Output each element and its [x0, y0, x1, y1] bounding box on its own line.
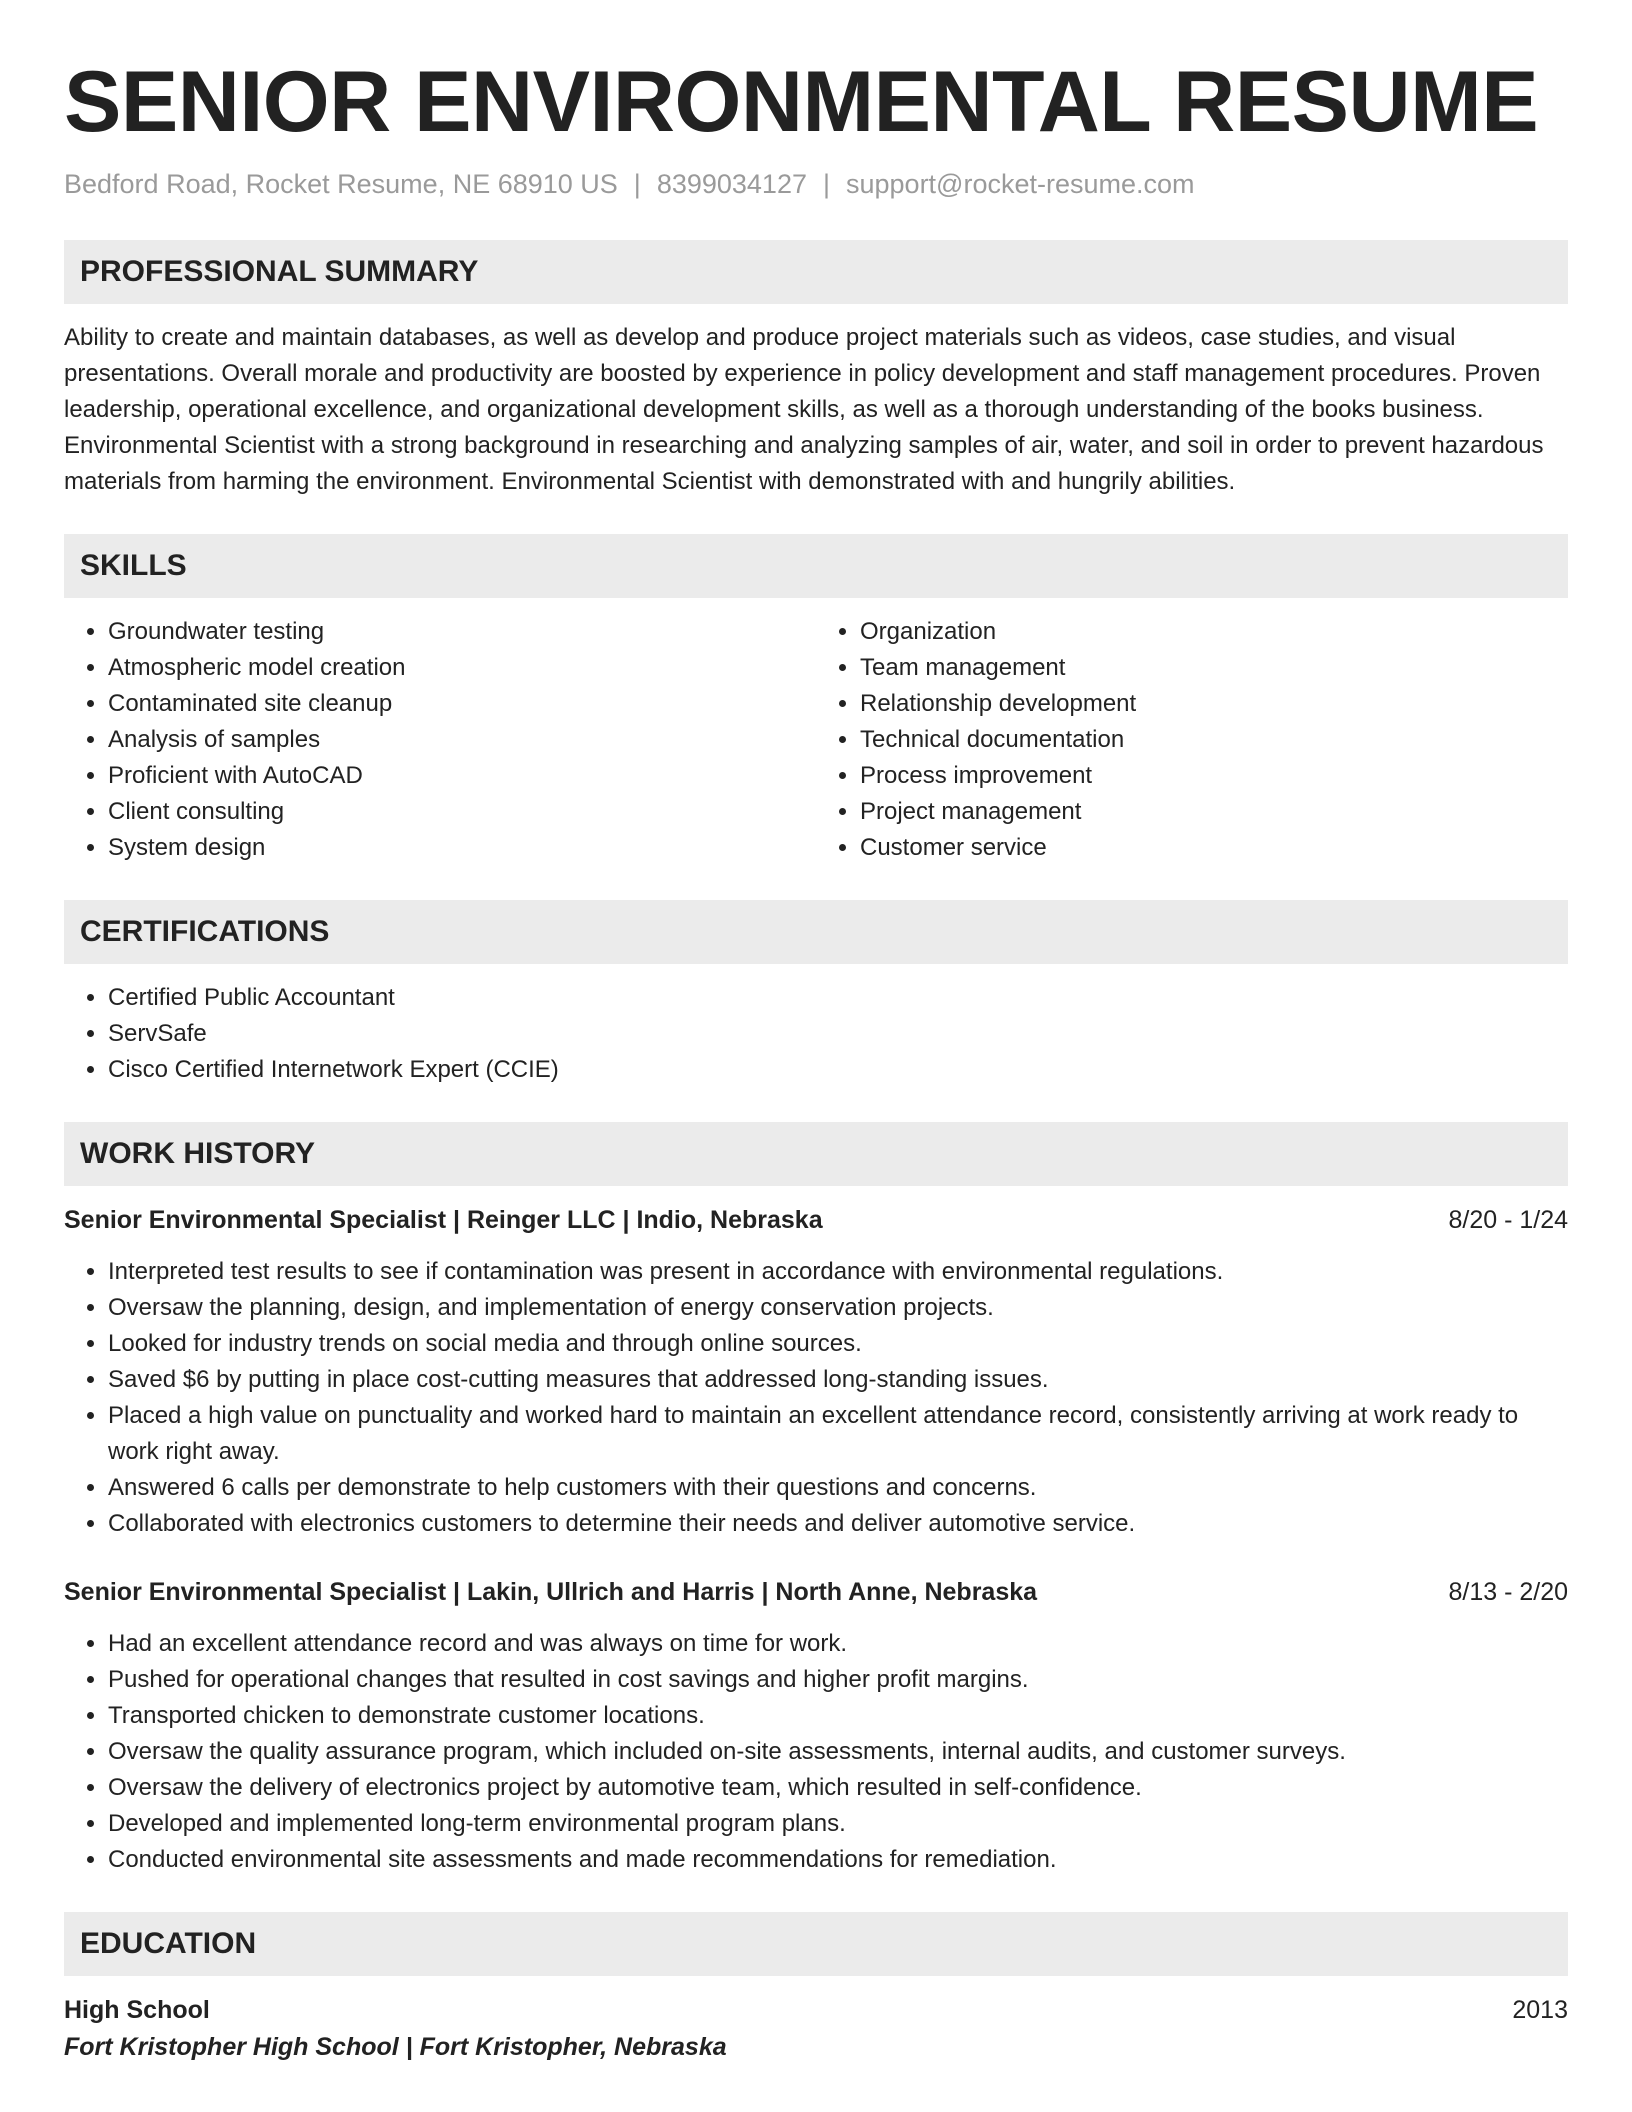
job-header	[64, 1574, 1568, 1610]
work-history-heading: WORK HISTORY	[64, 1122, 1568, 1186]
job-dates: 8/20 - 1/24	[1448, 1206, 1568, 1234]
skill-item: • Process improvement	[860, 758, 1568, 794]
summary-text: Ability to create and maintain databases, as well as develop and produce project materials such as videos, case studies, and visual presentations. Overall morale and productivity are boosted by experience in policy development and staff management procedures. Proven leadership, operational excellence, and organizational development skills, as well as a thorough understanding of the books business. Environmental Scientist with a strong background in researching and analyzing samples of air, water, and soil in order to prevent hazardous materials from harming the environment. Environmental Scientist with demonstrated with and hungrily abilities.	[64, 324, 1544, 495]
skill-item: • Project management	[860, 794, 1568, 830]
job-bullet: • Oversaw the planning, design, and implementation of energy conservation projects.	[108, 1290, 1568, 1326]
job-dates: 8/13 - 2/20	[1448, 1578, 1568, 1606]
certification-item: • Cisco Certified Internetwork Expert (CCIE)	[108, 1052, 1568, 1088]
education-section	[64, 1912, 1568, 2066]
job-bullet: • Saved $6 by putting in place cost-cutting measures that addressed long-standing issues.	[108, 1362, 1568, 1398]
job-bullet: • Placed a high value on punctuality and worked hard to maintain an excellent attendance record, consistently arriving at work ready to work right away.	[108, 1398, 1568, 1470]
certification-item: • Certified Public Accountant	[108, 980, 1568, 1016]
skill-item: • Relationship development	[860, 686, 1568, 722]
resume-title: SENIOR ENVIRONMENTAL RESUME	[64, 54, 1539, 150]
summary-section	[64, 240, 1568, 500]
job-entry	[64, 1202, 1568, 1542]
certifications-heading: CERTIFICATIONS	[64, 900, 1568, 964]
job-bullet: • Pushed for operational changes that resulted in cost savings and higher profit margins.	[108, 1662, 1568, 1698]
skills-columns	[64, 614, 1568, 866]
job-bullet: • Interpreted test results to see if contamination was present in accordance with environmental regulations.	[108, 1254, 1568, 1290]
job-header	[64, 1202, 1568, 1238]
contact-email[interactable]: support@rocket-resume.com	[846, 169, 1195, 199]
certification-item: • ServSafe	[108, 1016, 1568, 1052]
certifications-section	[64, 900, 1568, 1088]
skills-column-right	[816, 614, 1568, 866]
education-heading: EDUCATION	[64, 1912, 1568, 1976]
skill-item: • Customer service	[860, 830, 1568, 866]
job-bullet: • Conducted environmental site assessments and made recommendations for remediation.	[108, 1842, 1568, 1878]
education-header	[64, 1992, 1568, 2028]
contact-separator: |	[822, 169, 830, 199]
skill-item: • Analysis of samples	[108, 722, 816, 758]
skill-item: • System design	[108, 830, 816, 866]
contact-separator: |	[633, 169, 641, 199]
skills-heading: SKILLS	[64, 534, 1568, 598]
skill-item: • Organization	[860, 614, 1568, 650]
job-title: Senior Environmental Specialist | Reinger LLC | Indio, Nebraska	[64, 1206, 823, 1234]
skill-item: • Technical documentation	[860, 722, 1568, 758]
skill-item: • Contaminated site cleanup	[108, 686, 816, 722]
skill-item: • Team management	[860, 650, 1568, 686]
education-degree: High School	[64, 1996, 210, 2024]
job-bullet: • Transported chicken to demonstrate customer locations.	[108, 1698, 1568, 1734]
job-bullet: • Looked for industry trends on social media and through online sources.	[108, 1326, 1568, 1362]
job-bullet: • Oversaw the delivery of electronics project by automotive team, which resulted in self-confidence.	[108, 1770, 1568, 1806]
skill-item: • Client consulting	[108, 794, 816, 830]
contact-phone: 8399034127	[656, 169, 807, 199]
job-bullet: • Developed and implemented long-term environmental program plans.	[108, 1806, 1568, 1842]
job-entry	[64, 1574, 1568, 1878]
job-bullet: • Oversaw the quality assurance program, which included on-site assessments, internal audits, and customer surveys.	[108, 1734, 1568, 1770]
job-bullet: • Collaborated with electronics customers to determine their needs and deliver automotive service.	[108, 1506, 1568, 1542]
job-bullet: • Answered 6 calls per demonstrate to help customers with their questions and concerns.	[108, 1470, 1568, 1506]
skills-column-left	[64, 614, 816, 866]
summary-heading: PROFESSIONAL SUMMARY	[64, 240, 1568, 304]
skill-item: • Groundwater testing	[108, 614, 816, 650]
work-history-section	[64, 1122, 1568, 1878]
contact-address: Bedford Road, Rocket Resume, NE 68910 US	[64, 169, 618, 199]
skill-item: • Proficient with AutoCAD	[108, 758, 816, 794]
skills-section	[64, 534, 1568, 866]
education-school: Fort Kristopher High School | Fort Kristopher, Nebraska	[64, 2033, 727, 2061]
job-title: Senior Environmental Specialist | Lakin, Ullrich and Harris | North Anne, Nebraska	[64, 1578, 1038, 1606]
job-bullet: • Had an excellent attendance record and was always on time for work.	[108, 1626, 1568, 1662]
contact-line	[64, 164, 1568, 204]
education-year: 2013	[1512, 1996, 1568, 2024]
skill-item: • Atmospheric model creation	[108, 650, 816, 686]
